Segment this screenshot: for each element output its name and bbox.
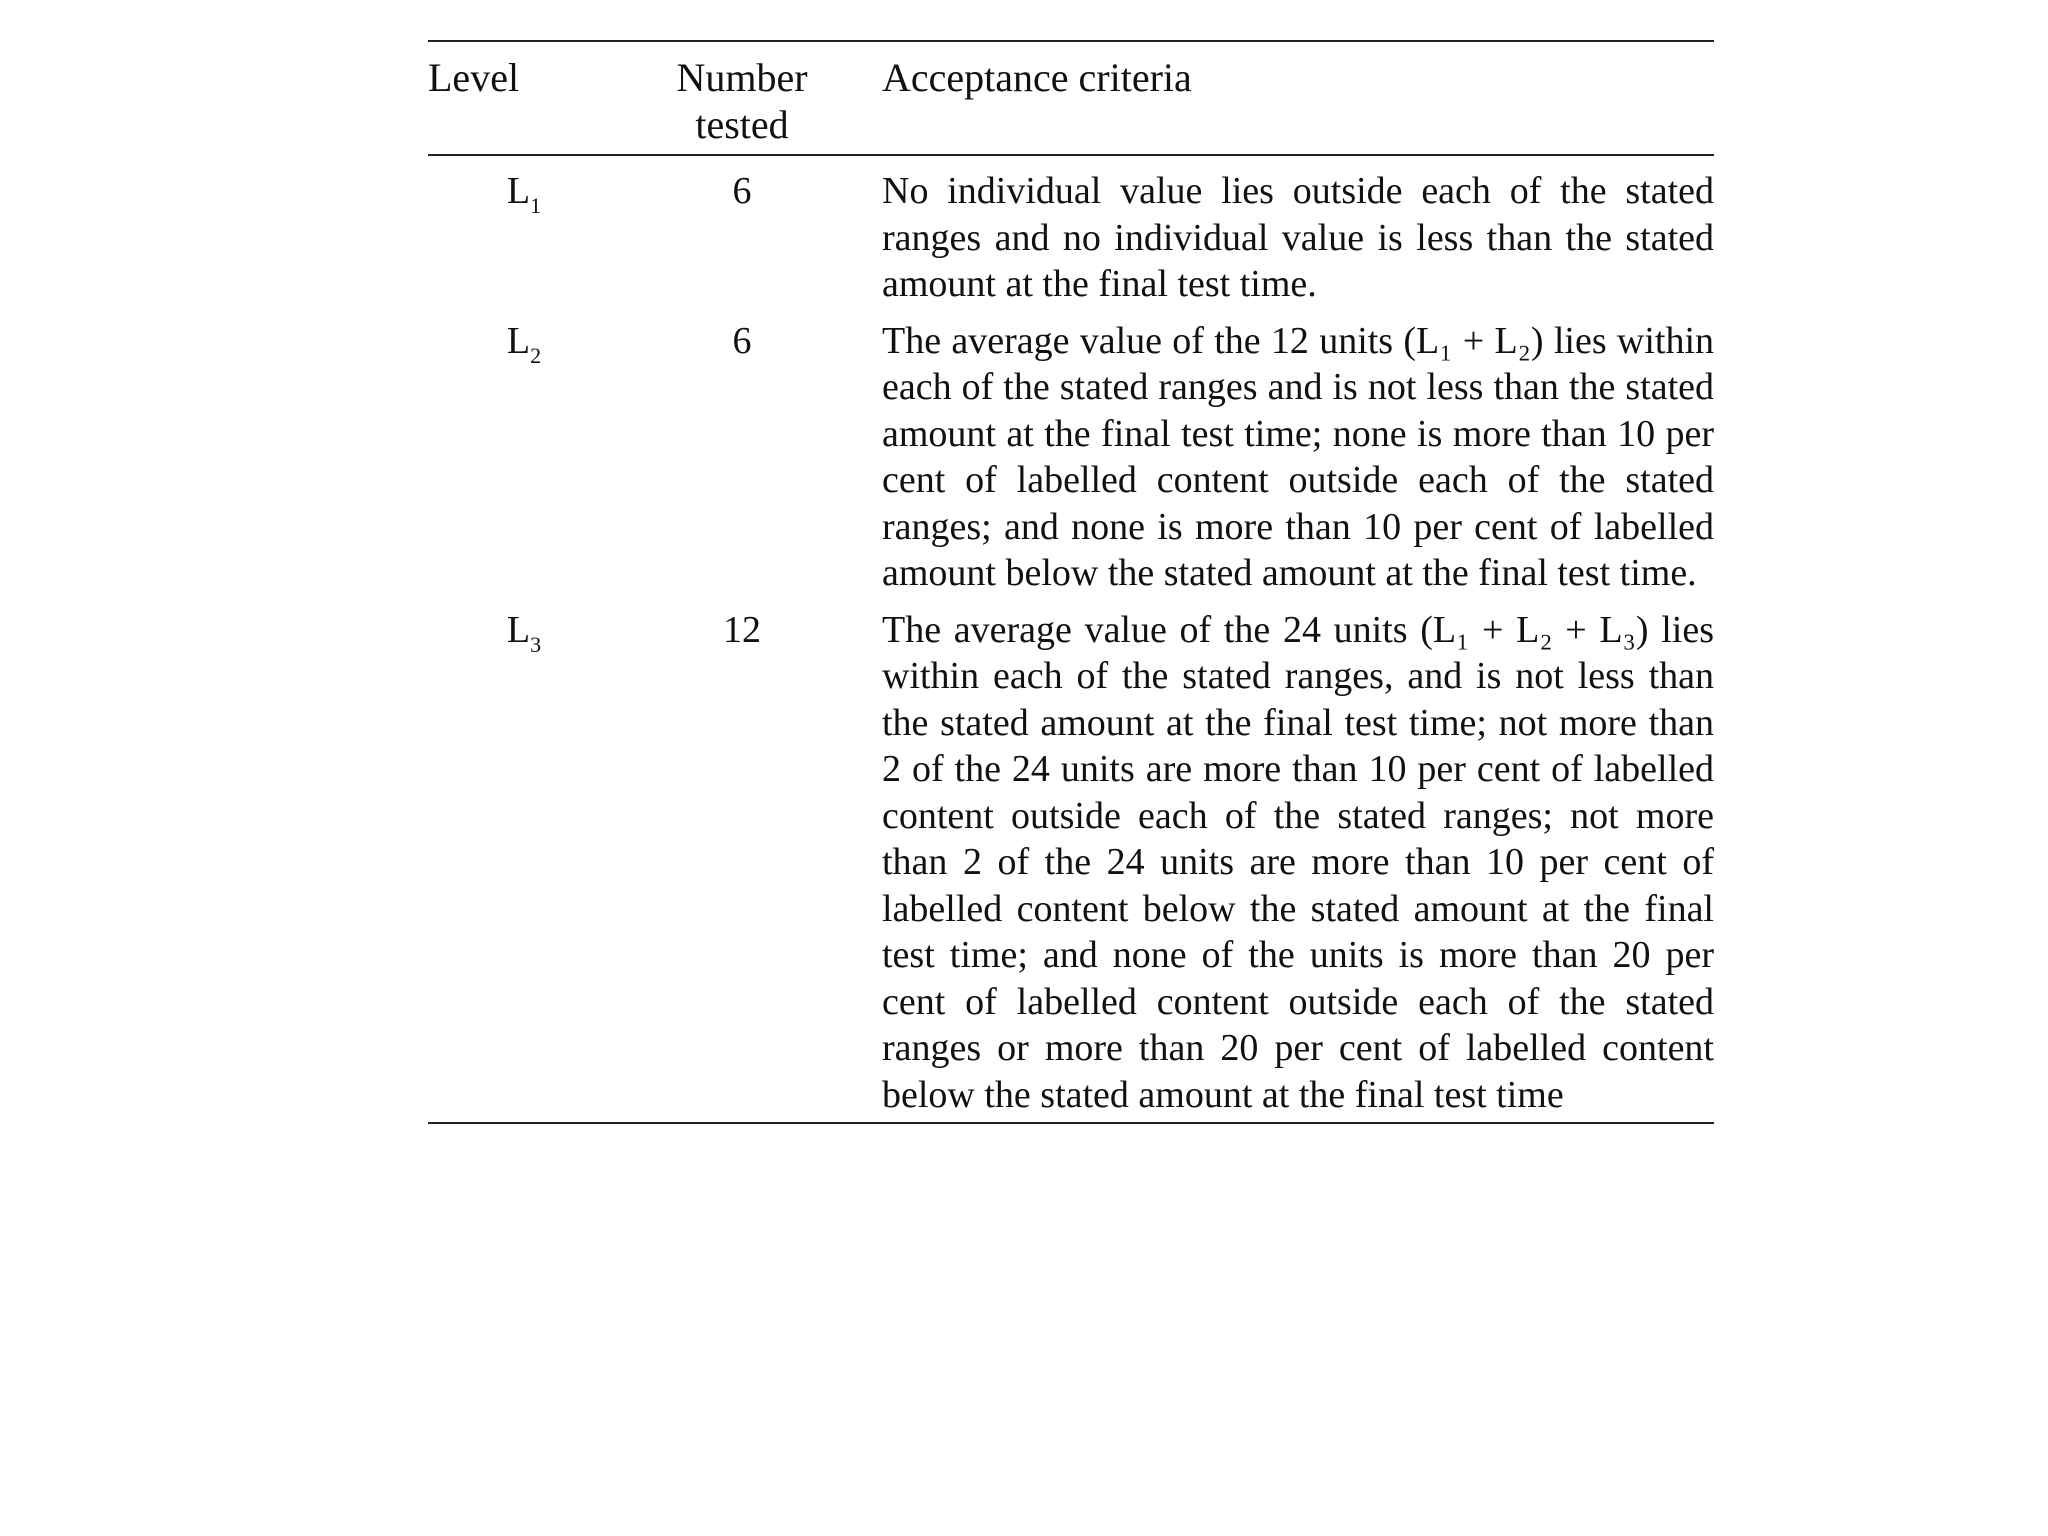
header-number-tested xyxy=(602,54,882,148)
table-header-row xyxy=(428,42,1714,154)
level-label: L xyxy=(506,170,531,212)
table-row xyxy=(428,318,1714,597)
level-cell xyxy=(428,168,602,230)
table-row xyxy=(428,168,1714,308)
level-cell xyxy=(428,318,602,380)
header-number-tested-line2: tested xyxy=(695,102,789,147)
table-body xyxy=(428,156,1714,1122)
bottom-rule xyxy=(428,1122,1714,1124)
level-label: L xyxy=(506,608,531,651)
number-tested-cell: 6 xyxy=(732,170,752,212)
header-level: Level xyxy=(428,55,520,100)
level-subscript: 2 xyxy=(530,342,542,368)
level-subscript: 1 xyxy=(530,193,542,218)
level-label: L xyxy=(506,319,531,362)
header-acceptance-criteria: Acceptance criteria xyxy=(882,55,1192,100)
number-tested-cell: 6 xyxy=(732,319,752,362)
criteria-cell: The average value of the 24 units (L₁ + L₂ + L₃) lies within each of the stated ranges, and is not less than the stated amount at the final test time; not more than 2 of the 24 units are more than 10 per cent of labelled content outside each of the stated ranges; not more than 2 of the 24 units are more than 10 per cent of labelled content below the stated amount at the final test time; and none of the units is more than 20 per cent of labelled content outside each of the stated ranges or more than 20 per cent of labelled content below the stated amount at the final test time xyxy=(882,608,1714,1116)
criteria-cell: The average value of the 12 units (L₁ + L₂) lies within each of the stated ranges and is not less than the stated amount at the final test time; none is more than 10 per cent of labelled content outside each of the stated ranges; and none is more than 10 per cent of labelled amount below the stated amount at the final test time. xyxy=(882,319,1714,594)
acceptance-criteria-table xyxy=(428,40,1714,1124)
level-cell xyxy=(428,607,602,669)
level-subscript: 3 xyxy=(530,631,542,657)
header-number-tested-line1: Number xyxy=(676,55,808,100)
criteria-cell: No individual value lies outside each of the stated ranges and no individual value is less than the stated amount at the final test time. xyxy=(882,170,1714,305)
number-tested-cell: 12 xyxy=(723,608,761,651)
table-row xyxy=(428,607,1714,1119)
